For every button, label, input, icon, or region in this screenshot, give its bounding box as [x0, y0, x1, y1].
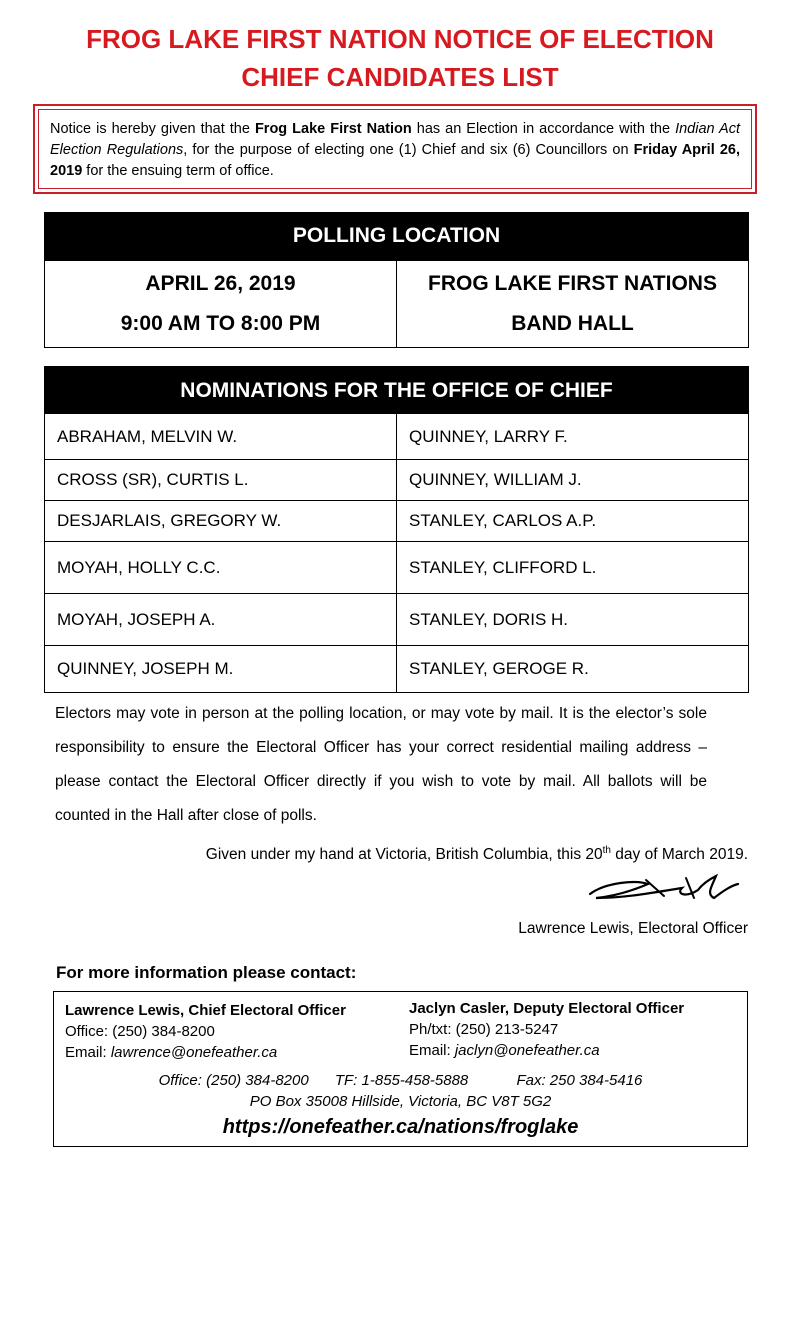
candidate-name: MOYAH, JOSEPH A.: [45, 594, 397, 646]
candidate-name: STANLEY, CLIFFORD L.: [397, 542, 749, 594]
candidate-name: CROSS (SR), CURTIS L.: [45, 460, 397, 501]
candidate-name: QUINNEY, JOSEPH M.: [45, 646, 397, 693]
title-line-2: CHIEF CANDIDATES LIST: [241, 62, 559, 92]
notice-text-part: for the ensuing term of office.: [82, 163, 274, 179]
polling-location-header: POLLING LOCATION: [44, 212, 749, 260]
deputy-officer-contact: [409, 998, 684, 1061]
polling-time: 9:00 AM TO 8:00 PM: [120, 312, 321, 335]
notice-text-part: , for the purpose of electing one (1) Chief and six (6) Councillors on: [183, 142, 634, 158]
polling-place-line-2: BAND HALL: [511, 312, 634, 335]
table-row: [45, 646, 749, 693]
polling-date-cell: [45, 261, 396, 347]
candidate-name: STANLEY, CARLOS A.P.: [397, 501, 749, 542]
polling-place-cell: [396, 261, 748, 347]
polling-place-line-1: FROG LAKE FIRST NATIONS: [428, 272, 717, 295]
notice-nation-name: Frog Lake First Nation: [254, 121, 412, 137]
chief-officer-name: Lawrence Lewis, Chief Electoral Officer: [65, 1002, 346, 1019]
given-under-hand: [206, 838, 748, 868]
notice-text-part: Notice is hereby given that the: [50, 121, 255, 137]
notice-election-date: Friday April 26, 2019: [50, 142, 741, 179]
candidate-name: ABRAHAM, MELVIN W.: [45, 414, 397, 460]
table-row: [45, 542, 749, 594]
mailing-address: PO Box 35008 Hillside, Victoria, BC V8T 5G2: [249, 1093, 552, 1110]
notice-text-part: has an Election in accordance with the: [411, 121, 676, 137]
signature-image: [586, 868, 746, 908]
office-number: Office: (250) 384-8200: [158, 1072, 309, 1089]
deputy-officer-name: Jaclyn Casler, Deputy Electoral Officer: [409, 1000, 685, 1017]
chief-officer-email-line: [65, 1042, 346, 1063]
email-label: Email:: [409, 1042, 455, 1059]
notice-text: [38, 109, 752, 189]
polling-location-table: [44, 260, 749, 348]
given-text: Given under my hand at Victoria, British Columbia, this 20: [205, 846, 603, 864]
website-link[interactable]: https://onefeather.ca/nations/froglake: [222, 1116, 579, 1138]
polling-date: APRIL 26, 2019: [145, 272, 296, 295]
deputy-officer-phone: Ph/txt: (250) 213-5247: [409, 1021, 559, 1038]
candidate-name: STANLEY, GEROGE R.: [397, 646, 749, 693]
nominations-header: NOMINATIONS FOR THE OFFICE OF CHIEF: [44, 366, 749, 414]
contact-box: [53, 991, 748, 1147]
candidates-table: [44, 413, 749, 693]
deputy-officer-email[interactable]: jaclyn@onefeather.ca: [454, 1042, 600, 1059]
given-ordinal: th: [602, 845, 611, 856]
chief-officer-contact: [65, 1000, 346, 1063]
table-row: [45, 594, 749, 646]
officer-signature-line: Lawrence Lewis, Electoral Officer: [518, 920, 748, 937]
email-label: Email:: [65, 1044, 111, 1061]
candidate-name: DESJARLAIS, GREGORY W.: [45, 501, 397, 542]
fax-number: Fax: 250 384-5416: [516, 1072, 643, 1089]
notice-regulations: Indian Act Election Regulations: [50, 121, 740, 158]
chief-officer-office: Office: (250) 384-8200: [65, 1023, 215, 1040]
electors-paragraph: Electors may vote in person at the polling location, or may vote by mail. It is the elector’s sole responsibility to ensure the Electoral Officer has your correct residential mailing address – please contact the Electoral Officer directly if you wish to vote by mail. All ballots will be counted in the Hall after close of polls.: [55, 705, 707, 824]
candidate-name: QUINNEY, WILLIAM J.: [397, 460, 749, 501]
table-row: [45, 501, 749, 542]
title-line-1: FROG LAKE FIRST NATION NOTICE OF ELECTION: [86, 24, 714, 54]
candidate-name: MOYAH, HOLLY C.C.: [45, 542, 397, 594]
chief-officer-email[interactable]: lawrence@onefeather.ca: [110, 1044, 278, 1061]
toll-free-number: TF: 1-855-458-5888: [334, 1072, 469, 1089]
table-row: [45, 460, 749, 501]
contact-numbers-line: [54, 1072, 747, 1089]
given-text: day of March 2019.: [611, 846, 748, 864]
contact-heading: For more information please contact:: [56, 963, 357, 982]
candidate-name: STANLEY, DORIS H.: [397, 594, 749, 646]
notice-box: [33, 104, 757, 194]
table-row: [45, 414, 749, 460]
candidate-name: QUINNEY, LARRY F.: [397, 414, 749, 460]
deputy-officer-email-line: [409, 1040, 684, 1061]
